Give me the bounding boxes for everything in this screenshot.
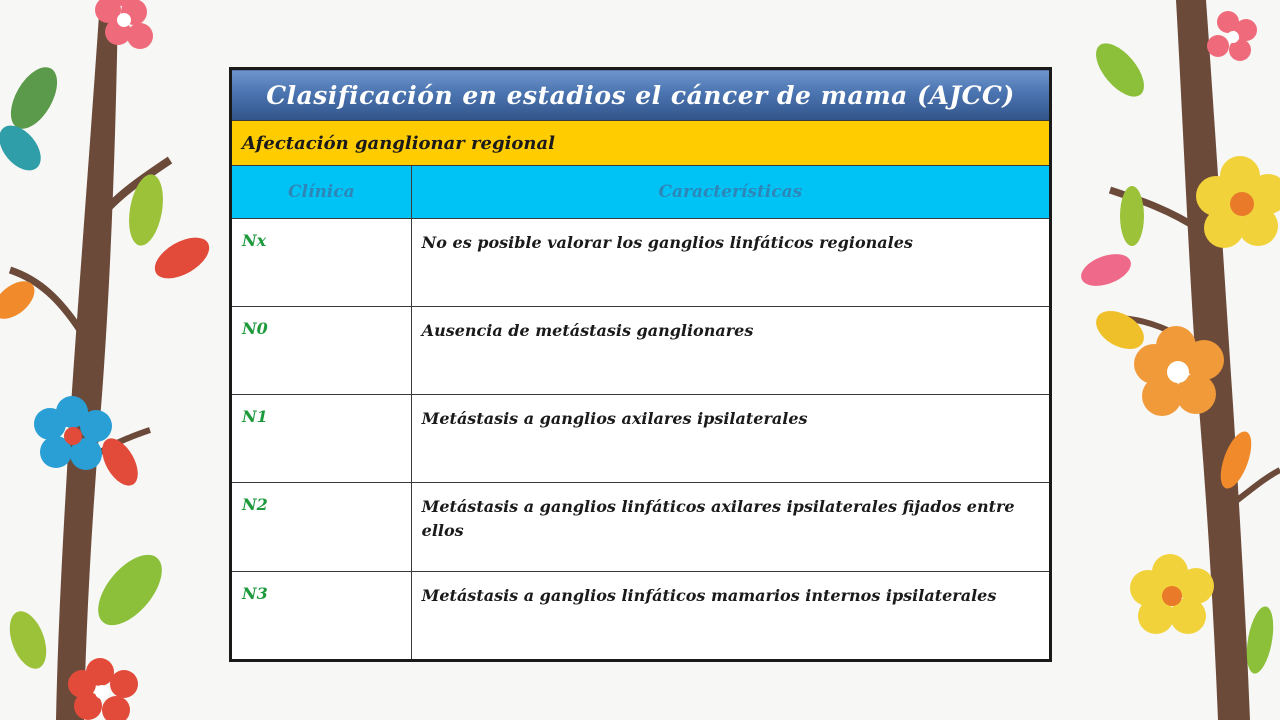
stage-description: No es posible valorar los ganglios linfáticos regionales xyxy=(411,219,1050,307)
table-row xyxy=(231,483,1051,572)
stage-code: Nx xyxy=(231,219,412,307)
section-label: Afectación ganglionar regional xyxy=(231,121,1051,166)
staging-table xyxy=(229,67,1052,662)
title-row xyxy=(231,69,1051,121)
table-row xyxy=(231,307,1051,395)
stage-description: Ausencia de metástasis ganglionares xyxy=(411,307,1050,395)
stage-code: N2 xyxy=(231,483,412,572)
decorative-tree-right xyxy=(1050,0,1280,720)
stage-code: N0 xyxy=(231,307,412,395)
section-row xyxy=(231,121,1051,166)
stage-code: N3 xyxy=(231,572,412,661)
stage-code: N1 xyxy=(231,395,412,483)
stage-description: Metástasis a ganglios linfáticos mamarios internos ipsilaterales xyxy=(411,572,1050,661)
column-header-caracteristicas: Características xyxy=(411,166,1050,219)
table-row xyxy=(231,219,1051,307)
table-row xyxy=(231,572,1051,661)
stage-description: Metástasis a ganglios linfáticos axilares ipsilaterales fijados entre ellos xyxy=(411,483,1050,572)
decorative-tree-left xyxy=(0,0,230,720)
table-title: Clasificación en estadios el cáncer de mama (AJCC) xyxy=(231,69,1051,121)
column-header-clinica: Clínica xyxy=(231,166,412,219)
table-row xyxy=(231,395,1051,483)
stage-description: Metástasis a ganglios axilares ipsilaterales xyxy=(411,395,1050,483)
header-row xyxy=(231,166,1051,219)
staging-table-container xyxy=(229,67,1052,662)
